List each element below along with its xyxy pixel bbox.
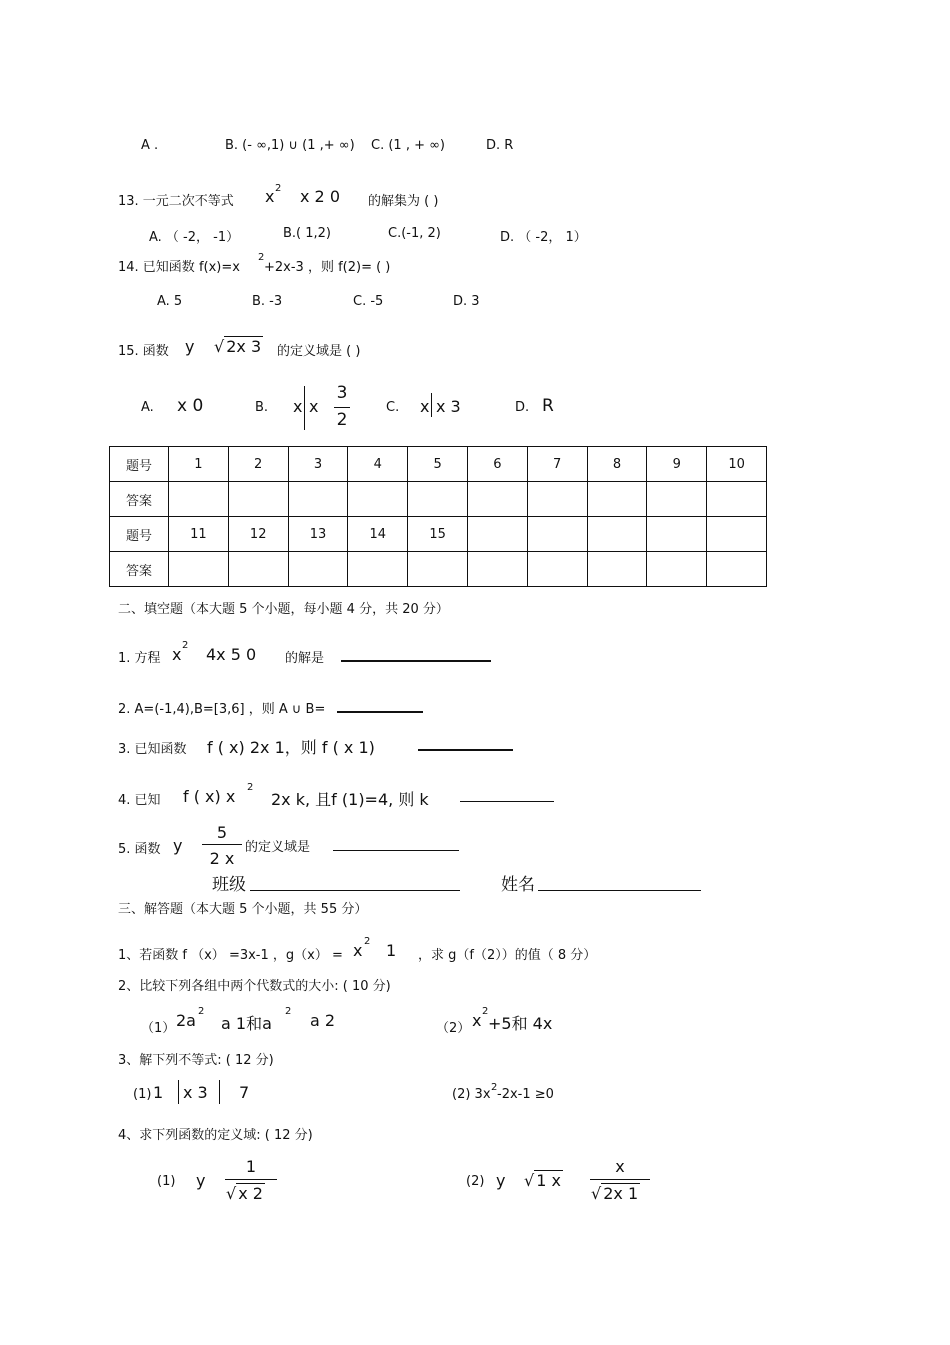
q15-option-a-label: A. xyxy=(141,400,154,415)
q15-option-a-expr: x 0 xyxy=(177,396,204,416)
s3-q4-p2-sqrt: √ 1 x xyxy=(524,1171,561,1190)
q14-prefix: 14. 已知函数 f(x)=x xyxy=(118,260,240,275)
table-cell: 3 xyxy=(288,447,348,482)
s2-q5-prefix: 5. 函数 xyxy=(118,842,161,857)
table-cell: 2 xyxy=(228,447,288,482)
q12-option-b: B. (- ∞,1) ∪ (1 ,+ ∞) xyxy=(225,138,355,153)
q12-option-d: D. R xyxy=(486,138,514,153)
answer-cell[interactable] xyxy=(228,552,288,587)
s2-q5-y: y xyxy=(173,836,183,855)
s3-q2-p1-a: 2a xyxy=(176,1011,196,1030)
s3-q2-p2-b: +5和 4x xyxy=(488,1014,553,1033)
q12-option-a: A . xyxy=(141,138,159,153)
s2-q3-prefix: 3. 已知函数 xyxy=(118,742,187,757)
s3-q3-heading: 3、解下列不等式: ( 12 分) xyxy=(118,1053,274,1068)
q13-expr-a: x xyxy=(265,187,275,206)
s3-q4-p1-label: (1) xyxy=(157,1174,176,1189)
answer-cell[interactable] xyxy=(288,552,348,587)
s3-q2-p1-sup2: 2 xyxy=(285,1006,292,1017)
table-cell: 7 xyxy=(527,447,587,482)
table-cell: 答案 xyxy=(110,482,169,517)
answer-cell[interactable] xyxy=(348,552,408,587)
s3-q4-p2-y: y xyxy=(496,1171,506,1190)
s3-q4-p1-den: x 2 xyxy=(238,1184,263,1203)
table-cell: 题号 xyxy=(110,517,169,552)
q13-sup: 2 xyxy=(275,183,282,194)
name-field[interactable] xyxy=(538,890,701,891)
s3-q4-p2-fracline xyxy=(590,1179,650,1180)
s3-q2-heading: 2、比较下列各组中两个代数式的大小: ( 10 分) xyxy=(118,979,391,994)
q14-option-a: A. 5 xyxy=(157,294,183,309)
class-label: 班级 xyxy=(212,875,246,895)
q15-option-b-bar xyxy=(304,386,305,430)
s3-q3-p2-suffix: -2x-1 ≥0 xyxy=(497,1087,554,1102)
s3-q2-p2-sup: 2 xyxy=(482,1006,489,1017)
table-row xyxy=(110,447,767,482)
q15-y: y xyxy=(185,337,195,356)
answer-cell[interactable] xyxy=(587,552,647,587)
s2-q3-answer-blank[interactable] xyxy=(418,749,513,751)
table-row xyxy=(110,552,767,587)
q12-option-c: C. (1 , + ∞) xyxy=(371,138,446,153)
q15-option-b-x2: x xyxy=(309,397,319,416)
q13-option-c: C.(-1, 2) xyxy=(388,226,441,241)
s2-q2-text: 2. A=(-1,4),B=[3,6] ，则 A ∪ B= xyxy=(118,702,326,717)
answer-cell[interactable] xyxy=(707,482,767,517)
s3-q3-p1-a: 1 xyxy=(153,1083,164,1102)
q15-option-b-den: 2 xyxy=(336,410,348,430)
answer-cell[interactable] xyxy=(587,482,647,517)
answer-cell[interactable] xyxy=(169,552,229,587)
class-field[interactable] xyxy=(250,890,460,891)
s2-q5-den: 2 x xyxy=(209,849,235,868)
q13-suffix: 的解集为 ( ) xyxy=(368,194,439,209)
table-cell: 答案 xyxy=(110,552,169,587)
q15-sqrt: √ 2x 3 xyxy=(214,337,262,356)
q15-suffix: 的定义域是 ( ) xyxy=(277,344,361,359)
s2-q1-answer-blank[interactable] xyxy=(341,660,491,662)
s2-q3-expr: f ( x) 2x 1，则 f ( x 1) xyxy=(207,738,375,757)
answer-cell[interactable] xyxy=(169,482,229,517)
answer-cell[interactable] xyxy=(467,552,527,587)
table-cell: 10 xyxy=(707,447,767,482)
q15-option-c-bar xyxy=(431,393,432,417)
s3-q2-p1-c: a 2 xyxy=(310,1011,336,1030)
s2-q1-sup: 2 xyxy=(182,640,189,651)
s2-q4-answer-blank[interactable] xyxy=(460,801,554,802)
table-cell: 9 xyxy=(647,447,707,482)
s3-q4-p1-fracline xyxy=(225,1179,277,1180)
table-cell: 4 xyxy=(348,447,408,482)
table-cell xyxy=(647,517,707,552)
q14-option-b: B. -3 xyxy=(252,294,283,309)
s2-q2-answer-blank[interactable] xyxy=(337,711,423,713)
q14-sup: 2 xyxy=(258,252,265,263)
answer-cell[interactable] xyxy=(228,482,288,517)
s3-q1-x: x xyxy=(353,941,363,960)
table-cell: 15 xyxy=(408,517,468,552)
q13-option-a: A. （ -2， -1） xyxy=(149,230,240,245)
s3-q4-p2-den-sqrt: √ 2x 1 xyxy=(591,1184,639,1203)
table-cell: 5 xyxy=(408,447,468,482)
s3-q4-p2-num: x xyxy=(615,1157,625,1176)
q15-option-c-x: x xyxy=(420,397,430,416)
q15-option-c-expr: x 3 xyxy=(436,397,461,416)
answer-cell[interactable] xyxy=(527,552,587,587)
section2-heading: 二、填空题（本大题 5 个小题，每小题 4 分，共 20 分） xyxy=(118,602,449,617)
s3-q1-prefix: 1、若函数 f （x） =3x-1 ，g（x） = xyxy=(118,948,343,963)
table-cell xyxy=(467,517,527,552)
s3-q4-p2-rad: 1 x xyxy=(536,1171,561,1190)
q15-option-b-label: B. xyxy=(255,400,269,415)
table-cell: 1 xyxy=(169,447,229,482)
q15-radicand: 2x 3 xyxy=(226,337,262,356)
s2-q5-num: 5 xyxy=(216,823,228,842)
q13-option-b: B.( 1,2) xyxy=(283,226,332,241)
s3-q4-p1-den-sqrt: √ x 2 xyxy=(226,1184,263,1203)
table-cell: 13 xyxy=(288,517,348,552)
s3-q4-p2-den: 2x 1 xyxy=(603,1184,639,1203)
s3-q4-p1-num: 1 xyxy=(245,1157,257,1176)
s3-q3-p1-c: 7 xyxy=(239,1083,250,1102)
s2-q4-sup: 2 xyxy=(247,782,254,793)
table-cell: 题号 xyxy=(110,447,169,482)
table-cell: 11 xyxy=(169,517,229,552)
s2-q4-expr-a: f ( x) x xyxy=(183,787,236,806)
table-row xyxy=(110,482,767,517)
q15-option-b-num: 3 xyxy=(336,383,348,403)
s3-q2-p1-b: a 1和a xyxy=(221,1014,272,1033)
answer-cell[interactable] xyxy=(408,482,468,517)
s3-q2-p1-label: （1） xyxy=(141,1021,176,1036)
s2-q5-fracline xyxy=(202,844,242,845)
answer-cell[interactable] xyxy=(647,482,707,517)
answer-cell[interactable] xyxy=(707,552,767,587)
q15-option-d-expr: R xyxy=(542,396,554,416)
table-cell: 14 xyxy=(348,517,408,552)
s3-q3-p2-sup: 2 xyxy=(491,1082,498,1093)
s2-q1-prefix: 1. 方程 xyxy=(118,651,161,666)
answer-cell[interactable] xyxy=(408,552,468,587)
table-cell: 6 xyxy=(467,447,527,482)
s3-q3-p1-label: (1) xyxy=(133,1087,152,1102)
s2-q4-expr-b: 2x k, 且f (1)=4, 则 k xyxy=(271,790,429,809)
table-cell xyxy=(707,517,767,552)
table-cell xyxy=(587,517,647,552)
table-cell: 12 xyxy=(228,517,288,552)
q15-prefix: 15. 函数 xyxy=(118,344,169,359)
q13-expr-b: x 2 0 xyxy=(300,187,340,206)
s3-q4-heading: 4、求下列函数的定义域: ( 12 分) xyxy=(118,1128,313,1143)
q15-option-b-x: x xyxy=(293,397,303,416)
q14-option-c: C. -5 xyxy=(353,294,384,309)
s3-q3-p1-bar-left xyxy=(178,1080,179,1104)
s3-q3-p1-b: x 3 xyxy=(183,1083,208,1102)
name-label: 姓名 xyxy=(501,875,535,895)
s3-q4-p2-label: (2) xyxy=(466,1174,485,1189)
s3-q2-p2-a: x xyxy=(472,1011,482,1030)
s3-q2-p1-sup1: 2 xyxy=(198,1006,205,1017)
s2-q1-expr: 4x 5 0 xyxy=(206,645,257,664)
s3-q4-p1-y: y xyxy=(196,1171,206,1190)
s3-q1-sup: 2 xyxy=(364,936,371,947)
s2-q5-suffix: 的定义域是 xyxy=(245,840,311,855)
table-cell xyxy=(527,517,587,552)
answer-cell[interactable] xyxy=(527,482,587,517)
table-row xyxy=(110,517,767,552)
q14-option-d: D. 3 xyxy=(453,294,480,309)
s3-q1-tail: 1 xyxy=(386,941,397,960)
answer-table xyxy=(109,446,767,587)
section3-heading: 三、解答题（本大题 5 个小题，共 55 分） xyxy=(118,902,368,917)
table-cell: 8 xyxy=(587,447,647,482)
q15-option-b-fracline xyxy=(334,407,350,408)
answer-cell[interactable] xyxy=(467,482,527,517)
q13-prefix: 13. 一元二次不等式 xyxy=(118,194,234,209)
q13-option-d: D. （ -2， 1） xyxy=(500,230,587,245)
s2-q5-answer-blank[interactable] xyxy=(333,850,459,851)
s3-q2-p2-label: （2） xyxy=(436,1021,471,1036)
q14-suffix: +2x-3 ，则 f(2)= ( ) xyxy=(264,260,391,275)
s2-q4-prefix: 4. 已知 xyxy=(118,793,161,808)
answer-cell[interactable] xyxy=(288,482,348,517)
q15-option-c-label: C. xyxy=(386,400,400,415)
q15-option-d-label: D. xyxy=(515,400,530,415)
answer-cell[interactable] xyxy=(647,552,707,587)
answer-cell[interactable] xyxy=(348,482,408,517)
s3-q1-suffix: ，求 g（f（2））的值（ 8 分） xyxy=(418,948,597,963)
s3-q3-p2-prefix: (2) 3x xyxy=(452,1087,491,1102)
s3-q3-p1-bar-right xyxy=(219,1080,220,1104)
s2-q1-suffix: 的解是 xyxy=(285,651,325,666)
s2-q1-x: x xyxy=(172,645,182,664)
